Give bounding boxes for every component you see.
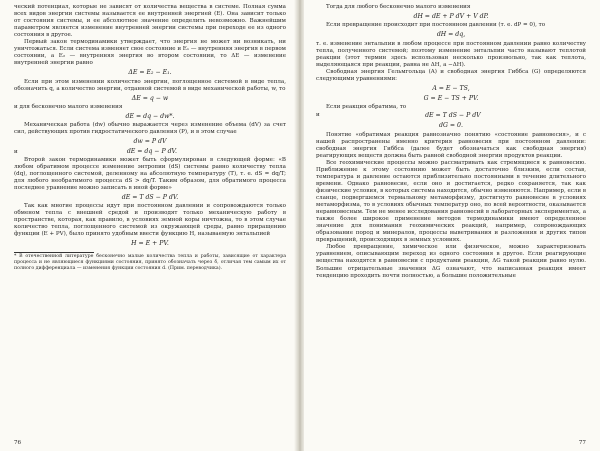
equation-de-dq-dw: dE = dq − dw*.: [125, 112, 175, 120]
equation-g-def: G = E − TS + PV.: [423, 94, 479, 102]
footnote: * В отечественной литературе бесконечно малые количества тепла и работы, зависящие от характера процесса и не являющиеся функциями состояния, принято обозначать через δ, отличая тем самым их от полного дифференциала — изменения функции состояния d. (Прим. переводчика).: [14, 253, 286, 271]
left-paragraph-5: Механическая работа (dw) обычно выражается через изменение объема (dV) за счет сил, действующих против гидростатического давления (P), и в этом случае: [14, 122, 286, 136]
equation-dg-zero: dG = 0.: [439, 122, 463, 130]
right-page: [304, 0, 600, 451]
equation-dh-dq: dH = dq,: [436, 31, 466, 39]
equation-h-def: H = E + PV.: [131, 240, 169, 248]
left-page-text: [14, 4, 286, 272]
right-paragraph-3: т. е. изменение энтальпии в любом процессе при постоянном давлении равно количеству тепла, полученного системой; поэтому изменение энтальпии часто называют теплотой реакции (этот термин здесь использован несколько произвольно, так как теплота, выделяющаяся при реакции, равна не ΔH, а −ΔH).: [316, 40, 586, 68]
right-paragraph-1: Тогда для любого бесконечно малого изменения: [326, 4, 471, 10]
equation-de-tds: dE = T dS − P dV: [425, 112, 481, 120]
equation-delta-e-q-w: ΔE = q − w: [131, 94, 169, 102]
left-paragraph-1: ческий потенциал, которые не зависят от количества вещества в системе. Полная сумма всех видов энергии системы называется ее внутренней энергией (E). Она зависит только от состояния системы, и ее абсолютное значение определить невозможно. Важнейшим параметром является изменение внутренней энергии системы при переходе ее из одного состояния в другое.: [14, 4, 286, 39]
right-paragraph-6: Понятие «обратимая реакция равнозначно понятию «состояние равновесия», и с нашей распространены именно критерия равновесия при постоянном давлении: свободная энергия Гиббса (далее будет обозначаться как свободная энергия) реагирующих веществ должна быть равной свободной энергии продуктов реакции.: [316, 131, 586, 159]
right-page-number: 77: [578, 440, 586, 446]
equation-row-de-dq-pdv: [14, 147, 286, 156]
equation-a-def: A = E − TS,: [432, 84, 470, 92]
equation-dh-full: dH = dE + P dV + V dP.: [413, 13, 489, 21]
right-paragraph-7: Все геохимические процессы можно рассматривать как стремящиеся к равновесию. Приближение к этому состоянию может быть достаточно близким, если состав, температура и давление остаются приблизительно постоянными в течение длительного времени. Однако равновесие, если оно и достигается, редко сохраняется, так как физические условия, в которых система находится, обычно изменяются. Например, если в сланце, подвергшемся термальному метаморфизму, достигнуто равновесие в условиях метаморфизма, то в условиях обычных температур оно, по всей вероятности, оказывается неравновесным. Тем не менее исследования равновесий в лабораторных экспериментах, а также более широкое применение методов термодинамики имеют определенное значение для понимания геохимических реакций, например, сопровождающих образование пород и минералов, процессы выветривания и разложения и других типов превращений, происходящих в земных условиях.: [316, 159, 586, 244]
left-paragraph-6: Второй закон термодинамики может быть сформулирован в следующей форме: «В любом обратимом процессе изменение энтропии (dS) системы равно количеству тепла (dq), поглощенного системой, деленному на абсолютную температуру (T), т. е. dS = dq/T; для любого необратимого процесса dS > dq/T. Таким образом, для обратимого процесса последнее уравнение можно записать в иной форме»: [14, 156, 286, 191]
equation-delta-e: ΔE = E₂ − E₁.: [128, 69, 172, 77]
equation-row-de-tds: [316, 111, 586, 120]
conjunction-and-right: и: [316, 112, 320, 119]
right-page-text: [316, 4, 586, 280]
right-paragraph-5: Если реакция обратима, то: [326, 104, 407, 111]
left-paragraph-2: Первый закон термодинамики утверждает, что энергия не может ни возникать, ни уничтожаться. Если система изменяет свое состояние и E₁ — внутренняя энергия в первом состоянии, а E₂ — внутренняя энергия во втором состоянии, то ΔE — изменение внутренней энергии равно: [14, 39, 286, 67]
equation-de-tds-pdv: dE = T dS − P dV.: [121, 193, 179, 201]
equation-dw-pdv: dw = P dV: [133, 138, 167, 146]
right-paragraph-8: Любое превращение, химическое или физическое, можно характеризовать уравнением, описывающим переход из одного состояния в другое. Если реагирующие вещества находятся в равновесии с продуктами реакции, ΔG такой реакции равно нулю. Большие отрицательные значения ΔG означают, что написанная реакция имеет тенденцию проходить почти полностью, а большие положительные: [316, 244, 586, 279]
left-paragraph-7: Так как многие процессы идут при постоянном давлении и сопровождаются только обменом тепла с внешней средой и производят только механическую работу в пространстве, которая, как правило, в условиях земной коры ничтожна, то в этом случае количество тепла, поглощенного системой из окружающей среды, равно приращению функции (E + PV), было принято удобным ввести функцию H, называемую энтальпией: [14, 203, 286, 238]
equation-de-dq-pdv: dE = dq − P dV.: [126, 148, 177, 156]
conjunction-and: и: [14, 148, 18, 155]
right-paragraph-4: Свободная энергия Гельмгольца (A) и свободная энергия Гиббса (G) определяются следующими уравнениями:: [316, 68, 586, 82]
right-paragraph-2: Если превращение происходит при постоянном давлении (т. е. dP = 0), то: [326, 22, 546, 29]
left-page: [0, 0, 296, 451]
left-paragraph-3: Если при этом изменении количество энергии, поглощенное системой в виде тепла, обозначить q, а количество энергии, отданной системой в виде механической работы, w, то: [14, 78, 286, 92]
footnote-divider: [14, 252, 94, 253]
left-page-number: 76: [14, 440, 22, 446]
left-paragraph-4: и для бесконечно малого изменения: [14, 103, 123, 110]
